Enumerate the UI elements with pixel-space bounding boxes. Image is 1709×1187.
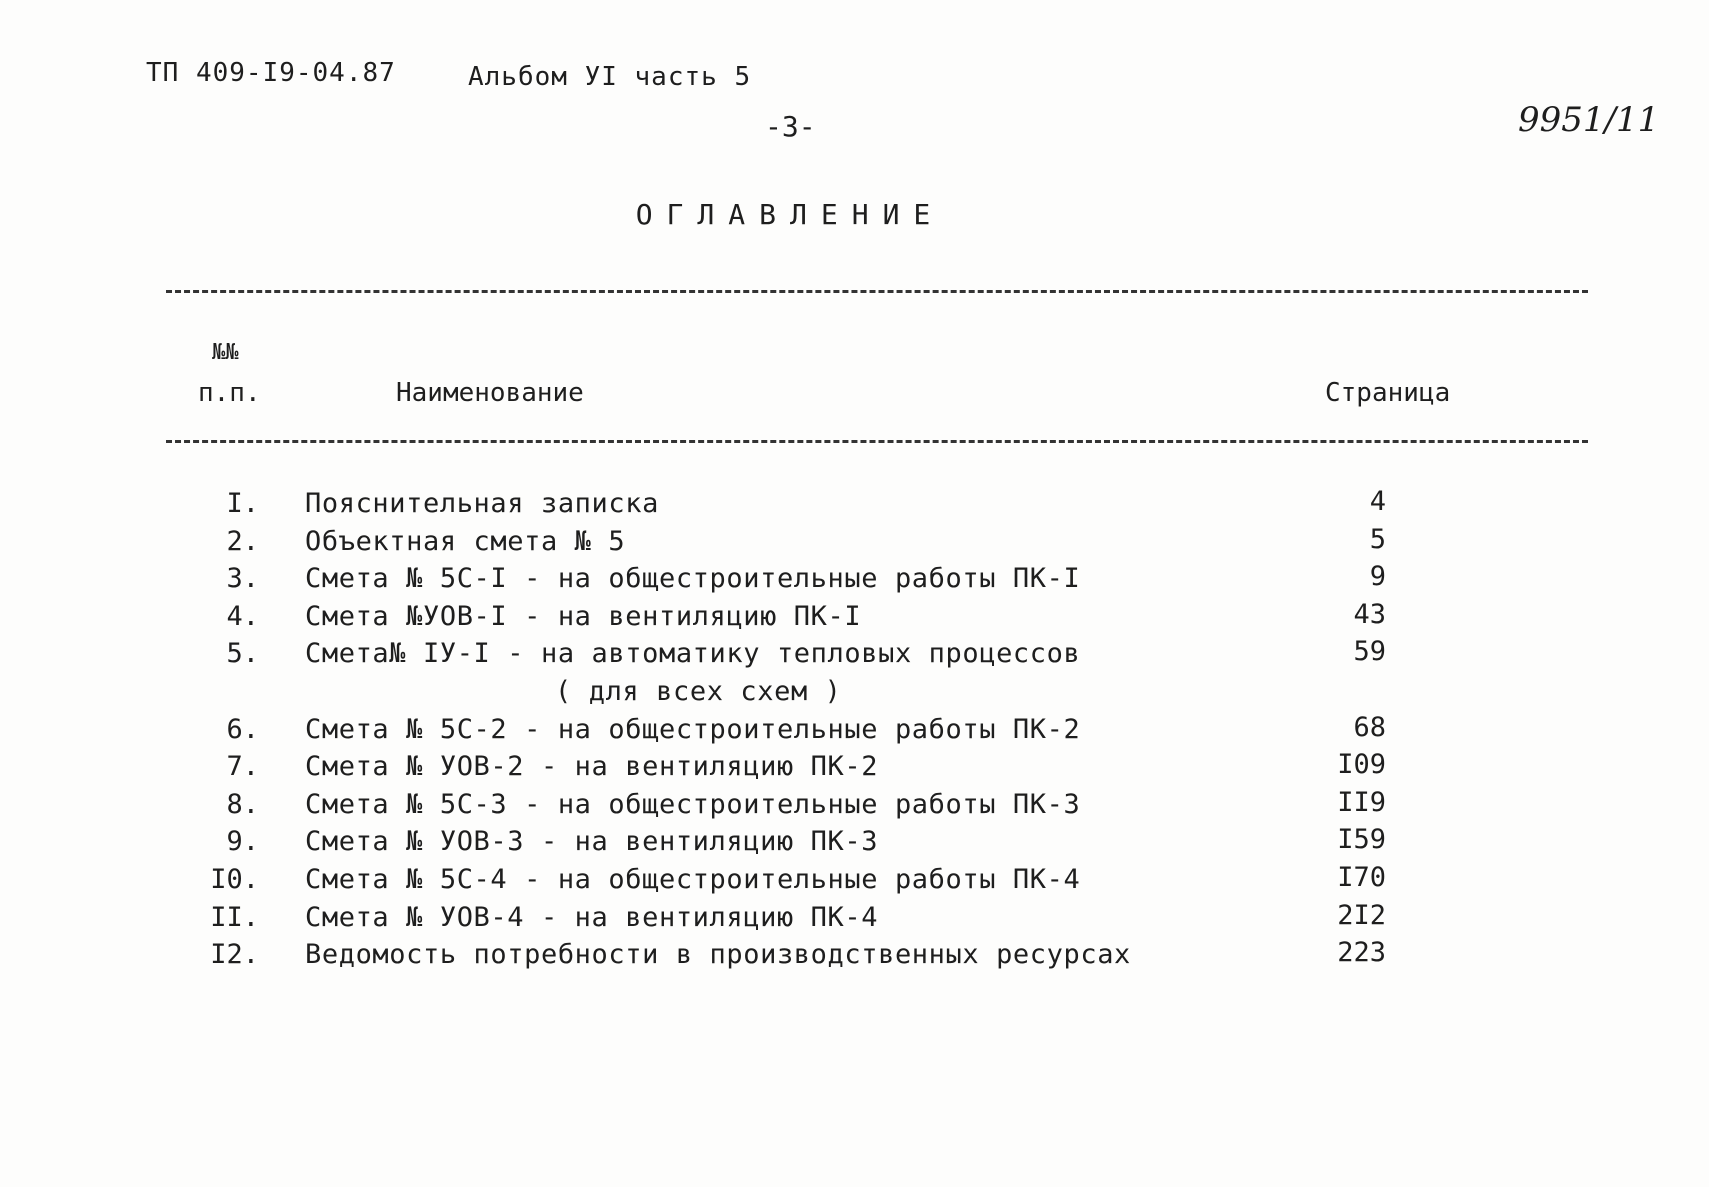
entry-page: I70 (1337, 861, 1386, 893)
entry-page: 223 (1337, 937, 1386, 969)
toc-entry-continuation (0, 676, 1709, 714)
toc-entry (0, 751, 1709, 789)
entry-title: ( для всех схем ) (555, 675, 842, 707)
header-divider-bottom (166, 440, 1588, 443)
entry-page: II9 (1337, 786, 1386, 818)
toc-entry (0, 488, 1709, 526)
entry-number: II. (210, 901, 259, 933)
column-header-number: п.п. (198, 378, 261, 408)
entry-page: 43 (1353, 598, 1386, 630)
entry-page: 68 (1353, 711, 1386, 743)
entry-page: 9 (1369, 561, 1386, 593)
entry-page: I59 (1337, 824, 1386, 856)
entry-number: 4. (226, 600, 259, 632)
toc-entry (0, 786, 1709, 827)
column-header-name: Наименование (396, 378, 584, 408)
column-header-number-symbol: №№ (212, 340, 239, 365)
album-label: Альбом УI часть 5 (468, 62, 752, 92)
entry-page: 2I2 (1337, 899, 1386, 931)
entry-number: I. (226, 488, 259, 519)
entry-title: Смета № 5С-3 - на общестроительные работы ПК-3 (305, 788, 1081, 820)
toc-entry (0, 861, 1709, 902)
entry-page: 4 (1369, 486, 1386, 517)
entry-title: Объектная смета № 5 (305, 525, 626, 557)
page-number: -3- (765, 110, 816, 143)
entry-title: Смета №УОВ-I - на вентиляцию ПК-I (305, 600, 862, 632)
toc-entries (0, 488, 1709, 977)
toc-entry (0, 711, 1709, 752)
entry-number: I0. (210, 863, 259, 895)
entry-title: Смета № 5С-I - на общестроительные работы ПК-I (305, 563, 1081, 595)
toc-entry (0, 523, 1709, 564)
entry-title: Смета№ IУ-I - на автоматику тепловых процессов (305, 638, 1081, 670)
entry-title: Смета № 5С-2 - на общестроительные работы ПК-2 (305, 713, 1081, 745)
toc-entry (0, 826, 1709, 864)
toc-entry (0, 939, 1709, 977)
header-divider-top (166, 290, 1588, 293)
entry-title: Пояснительная записка (305, 488, 659, 519)
entry-number: 8. (226, 788, 259, 820)
document-code: ТП 409-I9-04.87 (146, 58, 396, 88)
toc-entry (0, 638, 1709, 676)
entry-title: Смета № УОВ-3 - на вентиляцию ПК-3 (305, 826, 879, 858)
entry-number: 9. (226, 826, 259, 858)
column-header-page: Страница (1325, 378, 1451, 408)
toc-title: ОГЛАВЛЕНИЕ (635, 198, 945, 231)
toc-entry (0, 899, 1709, 940)
entry-number: 2. (226, 525, 259, 557)
archive-number: 9951/11 (1518, 100, 1660, 140)
toc-entry (0, 598, 1709, 639)
entry-title: Смета № 5С-4 - на общестроительные работы ПК-4 (305, 863, 1081, 895)
toc-entry (0, 563, 1709, 601)
entry-number: I2. (210, 939, 259, 971)
entry-page: 59 (1353, 636, 1386, 668)
entry-number: 5. (226, 638, 259, 670)
entry-page: I09 (1337, 749, 1386, 781)
entry-title: Смета № УОВ-4 - на вентиляцию ПК-4 (305, 901, 879, 933)
entry-title: Смета № УОВ-2 - на вентиляцию ПК-2 (305, 751, 879, 783)
entry-number: 7. (226, 751, 259, 783)
entry-page: 5 (1369, 523, 1386, 555)
entry-number: 6. (226, 713, 259, 745)
entry-title: Ведомость потребности в производственных ресурсах (305, 939, 1131, 971)
entry-number: 3. (226, 563, 259, 595)
